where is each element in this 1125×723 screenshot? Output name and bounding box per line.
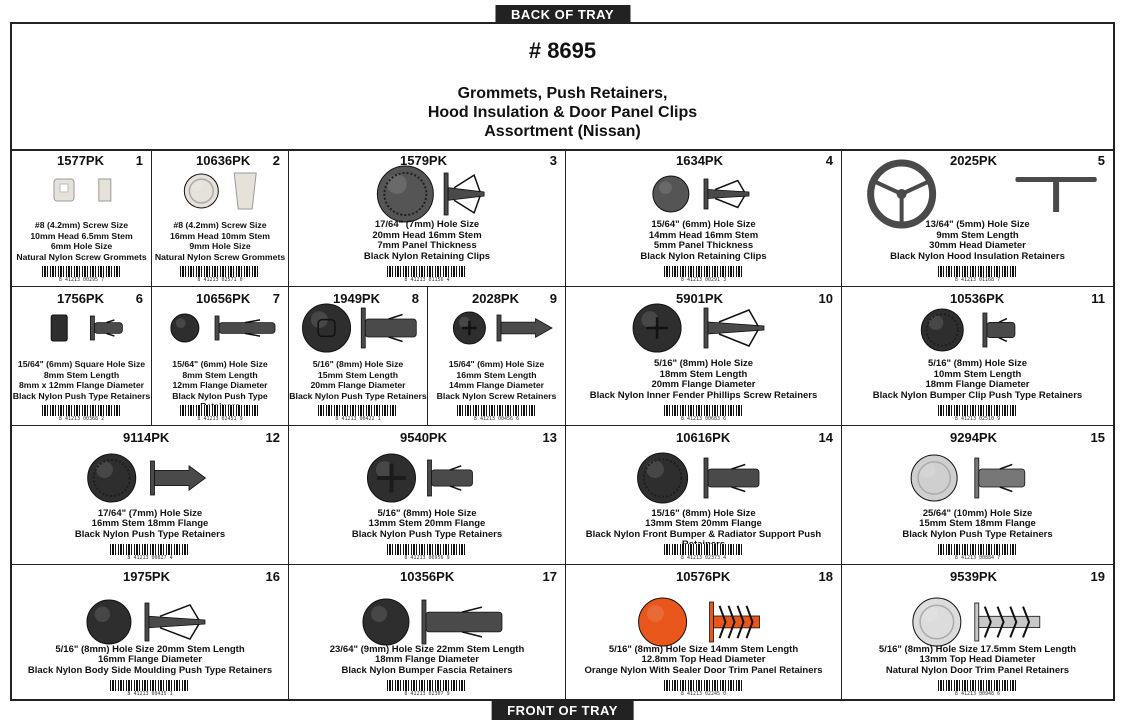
description-line: 5/16" (8mm) Hole Size 20mm Stem Length — [55, 643, 245, 655]
part-description — [842, 220, 1113, 262]
item-position-number: 16 — [265, 569, 280, 584]
barcode — [387, 266, 467, 277]
item-position-number: 15 — [1090, 430, 1105, 445]
description-line: 20mm Flange Diameter — [651, 379, 756, 390]
description-line: 15/64" (6mm) Hole Size — [448, 359, 545, 369]
barcode-number: 8 41213 00948 6 — [954, 691, 1001, 697]
part-number: 2025PK — [950, 153, 997, 168]
description-line: Black Nylon Push Type Retainers — [74, 528, 226, 540]
description-line: Black Nylon Push Type Retainers — [12, 390, 151, 401]
barcode-number: 8 41213 02307 9 — [404, 691, 450, 697]
description-line: 23/64" (9mm) Hole Size 22mm Stem Length — [329, 643, 525, 655]
description-line: Black Nylon Bumper Fascia Retainers — [341, 664, 513, 676]
part-cell-15 — [842, 426, 1113, 565]
part-number: 1579PK — [400, 153, 447, 168]
part-description — [289, 509, 565, 541]
description-line: 18mm Stem Length — [659, 368, 748, 380]
description-line: Black Nylon Inner Fender Phillips Screw Retainers — [589, 389, 818, 401]
description-line: 8mm x 12mm Flange Diameter — [18, 380, 145, 390]
part-number: 9539PK — [950, 569, 997, 584]
part-number: 1577PK — [57, 153, 104, 168]
barcode — [664, 266, 744, 277]
part-cell-9 — [428, 287, 566, 426]
item-position-number: 6 — [135, 291, 143, 306]
item-position-number: 12 — [265, 430, 280, 445]
barcode — [180, 266, 260, 277]
part-number: 10656PK — [196, 291, 251, 306]
part-number: 10536PK — [950, 291, 1005, 306]
barcode — [938, 405, 1018, 416]
item-position-number: 14 — [818, 430, 833, 445]
description-line: Orange Nylon With Sealer Door Trim Panel Retainers — [584, 664, 823, 676]
barcode-number: 8 41213 00456 6 — [473, 416, 520, 422]
description-line: 10mm Head 6.5mm Stem — [30, 230, 133, 241]
description-line: 18mm Flange Diameter — [925, 379, 1030, 390]
part-number: 10576PK — [676, 569, 731, 584]
barcode — [664, 405, 744, 416]
barcode — [664, 680, 744, 691]
barcode-number: 8 41213 00295 7 — [58, 277, 105, 283]
barcode-number: 8 41213 01156 4 — [404, 277, 450, 283]
description-line: Natural Nylon Door Trim Panel Retainers — [885, 664, 1070, 676]
front-of-tray-label: FRONT OF TRAY — [491, 701, 634, 720]
barcode — [387, 680, 467, 691]
description-line: 14mm Head 16mm Stem — [648, 229, 759, 241]
part-description — [12, 359, 151, 401]
part-cell-13 — [289, 426, 566, 565]
part-number: 1634PK — [676, 153, 723, 168]
description-line: 12mm Flange Diameter — [172, 380, 268, 390]
part-cell-2 — [152, 149, 289, 287]
item-position-number: 3 — [549, 153, 557, 168]
part-number: 9540PK — [400, 430, 447, 445]
barcode-number: 8 41213 00422 1 — [335, 416, 381, 422]
part-cell-3 — [289, 149, 566, 287]
part-number: 2028PK — [472, 291, 519, 306]
description-line: Black Nylon Push Type — [172, 390, 268, 401]
part-number: 10636PK — [196, 153, 251, 168]
part-cell-14 — [566, 426, 842, 565]
barcode-number: 8 41213 00827 4 — [127, 555, 173, 561]
item-position-number: 8 — [411, 291, 419, 306]
description-line: Black Nylon Front Bumper & Radiator Support Push — [585, 528, 822, 540]
item-position-number: 1 — [135, 153, 143, 168]
part-cell-11 — [842, 287, 1113, 426]
description-line: Black Nylon Retaining Clips — [640, 250, 767, 262]
description-line: 5/16" (8mm) Hole Size — [312, 359, 404, 369]
part-number: 9114PK — [123, 430, 170, 445]
part-description — [842, 509, 1113, 541]
description-line: Natural Nylon Screw Grommets — [154, 251, 286, 262]
description-line: 9mm Stem Length — [936, 229, 1019, 241]
description-line: Black Nylon Push Type Retainers — [289, 390, 427, 401]
part-cell-19 — [842, 565, 1113, 701]
item-position-number: 10 — [818, 291, 833, 306]
part-description — [566, 645, 841, 677]
part-number: 10616PK — [676, 430, 731, 445]
barcode-number: 8 41213 02510 9 — [954, 416, 1001, 422]
description-line: 6mm Hole Size — [50, 241, 113, 251]
part-cell-5 — [842, 149, 1113, 287]
description-line: Natural Nylon Screw Grommets — [16, 251, 147, 262]
barcode — [387, 544, 467, 555]
description-line: 7mm Panel Thickness — [377, 240, 477, 251]
description-line: Black Nylon Body Side Moulding Push Type Retainers — [27, 664, 273, 676]
subtitle-line-1: Grommets, Push Retainers, — [457, 85, 668, 102]
tray-frame — [10, 22, 1115, 701]
item-position-number: 19 — [1090, 569, 1105, 584]
part-cell-10 — [566, 287, 842, 426]
description-line: 20mm Flange Diameter — [310, 380, 406, 390]
description-line: 5/16" (8mm) Hole Size — [377, 507, 477, 519]
item-position-number: 2 — [272, 153, 280, 168]
description-line: 25/64" (10mm) Hole Size — [922, 507, 1033, 519]
part-description — [289, 220, 565, 262]
description-line: 5mm Panel Thickness — [653, 240, 754, 251]
description-line: 10mm Stem Length — [933, 368, 1022, 380]
description-line: 8mm Stem Length — [182, 369, 258, 380]
description-line: 20mm Head 16mm Stem — [372, 229, 482, 241]
part-number: 9294PK — [950, 430, 997, 445]
barcode-number: 8 41213 00368 2 — [58, 416, 105, 422]
part-description — [842, 645, 1113, 677]
barcode-number: 8 41213 02451 9 — [197, 416, 243, 422]
barcode — [110, 544, 190, 555]
part-description — [152, 359, 288, 412]
barcode — [457, 405, 537, 416]
barcode-number: 8 41213 02373 4 — [680, 555, 727, 561]
barcode-number: 8 41213 00291 3 — [680, 277, 727, 283]
part-cell-8 — [289, 287, 428, 426]
barcode — [938, 266, 1018, 277]
description-line: 15mm Stem 18mm Flange — [919, 518, 1036, 529]
description-line: 12.8mm Top Head Diameter — [641, 654, 766, 665]
part-cell-1 — [12, 149, 152, 287]
barcode-number: 8 41213 00884 7 — [954, 555, 1001, 561]
barcode-number: 8 41213 00683 6 — [680, 416, 727, 422]
item-position-number: 18 — [818, 569, 833, 584]
item-position-number: 11 — [1091, 291, 1105, 306]
description-line: Black Nylon Push Type Retainers — [351, 528, 503, 540]
description-line: 15/64" (6mm) Hole Size — [651, 219, 756, 230]
description-line: 15/64" (6mm) Square Hole Size — [17, 359, 146, 369]
description-line: 16mm Stem Length — [456, 369, 537, 380]
description-line: 17/64" (7mm) Hole Size — [374, 219, 480, 230]
item-position-number: 7 — [272, 291, 280, 306]
part-number: 1975PK — [123, 569, 170, 584]
description-line: 15/16" (8mm) Hole Size — [651, 507, 756, 519]
part-cell-6 — [12, 287, 152, 426]
description-line: Black Nylon Bumper Clip Push Type Retainers — [872, 389, 1083, 401]
description-line: 5/16" (8mm) Hole Size — [927, 358, 1027, 369]
barcode-number: 8 41213 00956 9 — [404, 555, 450, 561]
description-line: #8 (4.2mm) Screw Size — [34, 220, 129, 230]
description-line: 17/64" (7mm) Hole Size — [97, 507, 203, 519]
barcode-number: 8 41213 02245 0 — [680, 691, 727, 697]
description-line: 16mm Head 10mm Stem — [170, 230, 270, 241]
barcode — [938, 544, 1018, 555]
item-position-number: 9 — [549, 291, 557, 306]
description-line: 9mm Hole Size — [189, 241, 251, 251]
part-number: 1756PK — [57, 291, 104, 306]
description-line: 13mm Stem 20mm Flange — [368, 518, 486, 529]
part-cell-7 — [152, 287, 289, 426]
part-description — [428, 359, 565, 401]
part-description — [289, 645, 565, 677]
barcode — [938, 680, 1018, 691]
description-line: 5/16" (8mm) Hole Size — [653, 358, 753, 369]
description-line: 30mm Head Diameter — [929, 240, 1026, 251]
part-number: 5901PK — [676, 291, 723, 306]
description-line: 15/64" (6mm) Hole Size — [172, 359, 268, 369]
part-number: 1949PK — [333, 291, 380, 306]
barcode — [42, 266, 122, 277]
description-line: 5/16" (8mm) Hole Size 14mm Stem Length — [608, 643, 799, 655]
part-cell-17 — [289, 565, 566, 701]
part-description — [12, 220, 151, 262]
part-description — [152, 220, 288, 262]
back-of-tray-label: BACK OF TRAY — [495, 5, 630, 24]
item-position-number: 17 — [542, 569, 557, 584]
part-description — [12, 509, 288, 541]
item-position-number: 13 — [542, 430, 557, 445]
description-line: 18mm Flange Diameter — [374, 654, 479, 665]
barcode — [180, 405, 260, 416]
description-line: 16mm Flange Diameter — [97, 654, 202, 665]
part-description — [566, 220, 841, 262]
barcode — [318, 405, 398, 416]
description-line: 5/16" (8mm) Hole Size 17.5mm Stem Length — [878, 643, 1077, 655]
description-line: 14mm Flange Diameter — [448, 380, 545, 390]
part-cell-18 — [566, 565, 842, 701]
item-position-number: 5 — [1097, 153, 1105, 168]
description-line: 13/64" (5mm) Hole Size — [925, 219, 1030, 230]
part-description — [566, 359, 841, 401]
tray-header — [12, 24, 1113, 151]
item-position-number: 4 — [825, 153, 833, 168]
barcode — [110, 680, 190, 691]
barcode — [664, 544, 744, 555]
part-number: 10356PK — [400, 569, 455, 584]
barcode-number: 8 41213 01168 7 — [954, 277, 1001, 283]
part-description — [842, 359, 1113, 401]
description-line: 15mm Stem Length — [317, 369, 399, 380]
part-cell-12 — [12, 426, 289, 565]
description-line: 13mm Top Head Diameter — [919, 654, 1036, 665]
barcode-number: 8 41213 00435 1 — [127, 691, 173, 697]
part-cell-4 — [566, 149, 842, 287]
description-line: 16mm Stem 18mm Flange — [91, 518, 209, 529]
barcode-number: 8 41213 02571 0 — [197, 277, 243, 283]
description-line: Black Nylon Hood Insulation Retainers — [890, 250, 1065, 262]
description-line: Black Nylon Screw Retainers — [436, 390, 557, 401]
description-line: 13mm Stem 20mm Flange — [645, 518, 762, 529]
description-line: Black Nylon Retaining Clips — [363, 250, 491, 262]
subtitle-line-3: Assortment (Nissan) — [484, 123, 641, 140]
description-line: #8 (4.2mm) Screw Size — [173, 220, 267, 230]
barcode — [42, 405, 122, 416]
part-cell-16 — [12, 565, 289, 701]
description-line: 8mm Stem Length — [43, 369, 120, 380]
description-line: Black Nylon Push Type Retainers — [902, 528, 1053, 540]
subtitle-line-2: Hood Insulation & Door Panel Clips — [427, 104, 698, 121]
part-description — [289, 359, 427, 401]
part-description — [12, 645, 288, 677]
kit-number: # 8695 — [528, 38, 597, 63]
